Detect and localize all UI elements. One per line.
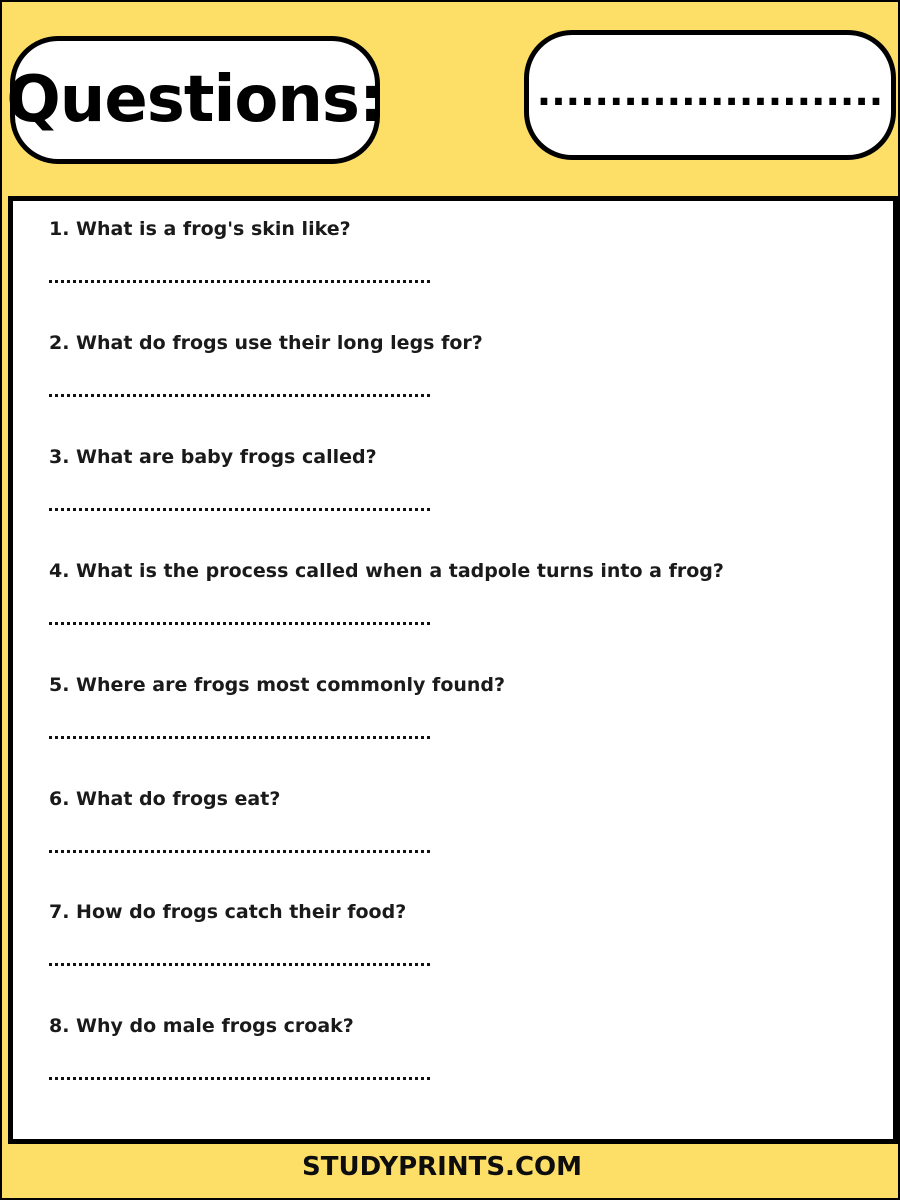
title-badge xyxy=(6,36,384,164)
answer-line xyxy=(49,963,430,966)
question-item xyxy=(49,332,483,354)
question-item xyxy=(49,1015,354,1037)
question-text: 3. What are baby frogs called? xyxy=(49,446,377,468)
name-blank-line: ........................ xyxy=(536,70,884,114)
page-title: Questions: xyxy=(6,63,384,137)
question-text: 4. What is the process called when a tadpole turns into a frog? xyxy=(49,560,724,582)
question-text: 8. Why do male frogs croak? xyxy=(49,1015,354,1037)
name-field-badge xyxy=(524,30,896,160)
question-text: 7. How do frogs catch their food? xyxy=(49,901,407,923)
question-text: 1. What is a frog's skin like? xyxy=(49,218,351,240)
question-text: 2. What do frogs use their long legs for? xyxy=(49,332,483,354)
answer-line xyxy=(49,736,430,739)
question-item xyxy=(49,788,280,810)
question-item xyxy=(49,218,351,240)
footer-site-label: STUDYPRINTS.COM xyxy=(302,1152,582,1182)
question-item xyxy=(49,560,724,582)
question-item xyxy=(49,901,406,923)
answer-line xyxy=(49,622,430,625)
question-text: 6. What do frogs eat? xyxy=(49,788,281,810)
question-text: 5. Where are frogs most commonly found? xyxy=(49,674,506,696)
answer-line xyxy=(49,280,430,283)
questions-panel xyxy=(8,196,898,1144)
answer-line xyxy=(49,508,430,511)
question-item xyxy=(49,674,505,696)
answer-line xyxy=(49,394,430,397)
answer-line xyxy=(49,1077,430,1080)
answer-line xyxy=(49,850,430,853)
question-item xyxy=(49,446,377,468)
